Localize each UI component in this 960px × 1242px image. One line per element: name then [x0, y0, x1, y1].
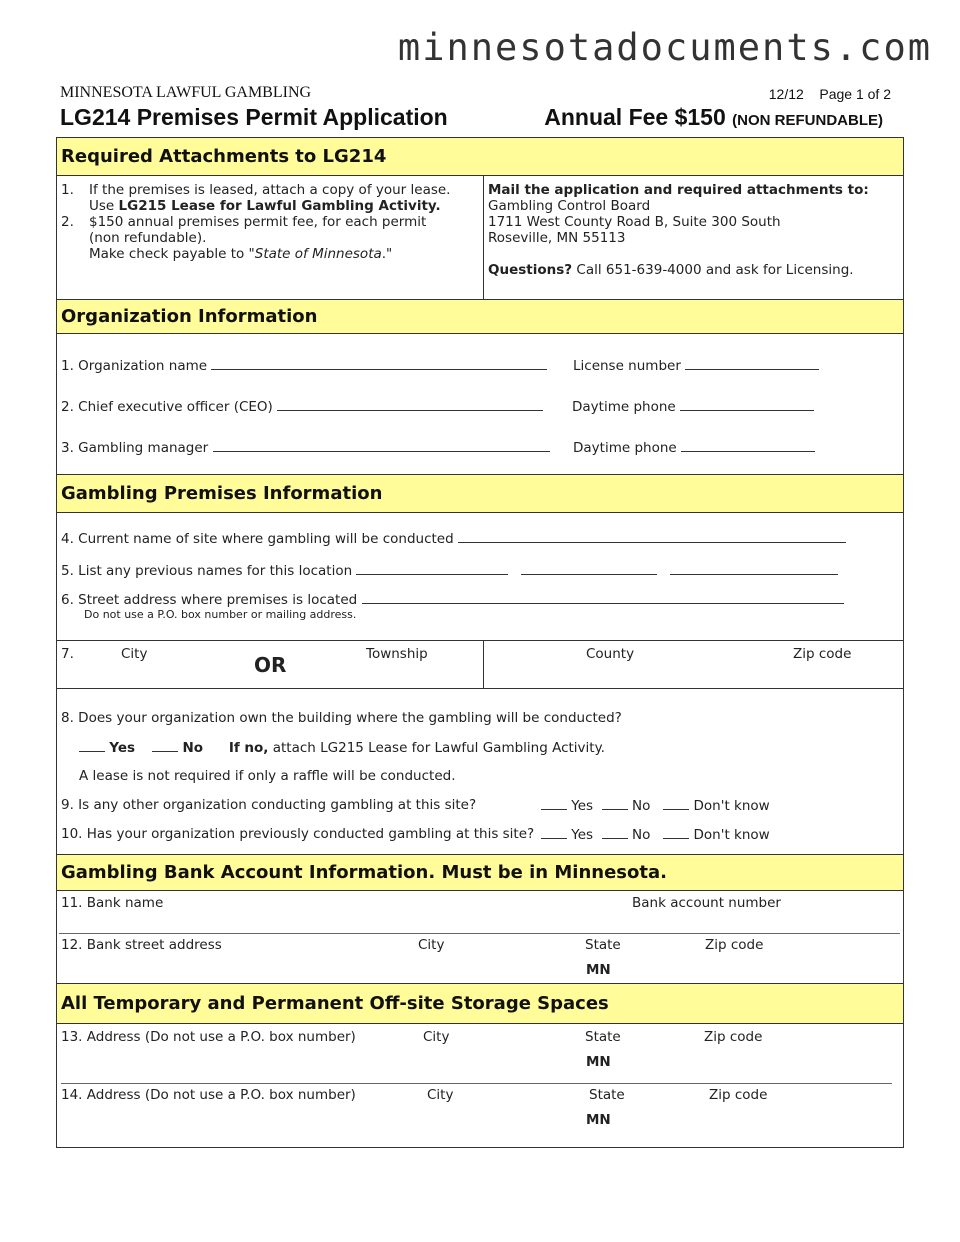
previous-name-1-field[interactable]	[356, 562, 508, 575]
attachment-2-text: $150 annual premises permit fee, for each permit	[89, 214, 427, 230]
license-label: License number	[573, 358, 681, 374]
organization-heading: Organization Information	[57, 299, 903, 334]
other-org-yes-blank[interactable]	[541, 797, 567, 810]
bank-address-label[interactable]: 12. Bank street address	[61, 937, 222, 953]
other-org-no-blank[interactable]	[602, 797, 628, 810]
storage-heading: All Temporary and Permanent Off-site Storage Spaces	[57, 983, 903, 1024]
bank-account-label[interactable]: Bank account number	[632, 895, 781, 911]
questions-line	[488, 262, 854, 278]
city-row-bottom	[57, 688, 903, 689]
storage-14-city-label[interactable]: City	[427, 1087, 454, 1103]
payable-post: ."	[381, 246, 393, 262]
prev-dk-blank[interactable]	[663, 826, 689, 839]
storage-13-address-label[interactable]: 13. Address (Do not use a P.O. box number)	[61, 1029, 356, 1045]
premises-heading: Gambling Premises Information	[57, 474, 903, 513]
prev-yes-blank[interactable]	[541, 826, 567, 839]
mail-line-2: 1711 West County Road B, Suite 300 South	[488, 214, 781, 230]
previous-name-3-field[interactable]	[670, 562, 838, 575]
attachment-2-nonrefund: (non refundable).	[89, 230, 207, 246]
other-org-question: 9. Is any other organization conducting gambling at this site?	[61, 797, 477, 813]
manager-phone-field[interactable]	[681, 439, 815, 452]
own-yes-label: Yes	[109, 740, 136, 756]
bank-name-label[interactable]: 11. Bank name	[61, 895, 164, 911]
item-7-num: 7.	[61, 646, 74, 662]
storage-13-state-value: MN	[586, 1054, 611, 1070]
license-number-field[interactable]	[685, 357, 819, 370]
site-name-row	[61, 530, 846, 547]
previous-names-row	[61, 562, 838, 579]
zip-label[interactable]: Zip code	[793, 646, 852, 662]
city-label[interactable]: City	[121, 646, 148, 662]
form-title: LG214 Premises Permit Application	[60, 104, 448, 130]
site-name-label: 4. Current name of site where gambling will be conducted	[61, 531, 454, 547]
city-row-top	[57, 640, 903, 641]
bank-city-label[interactable]: City	[418, 937, 445, 953]
agency-name: MINNESOTA LAWFUL GAMBLING	[60, 84, 312, 101]
storage-14-state-label: State	[589, 1087, 625, 1103]
payable-payee: State of Minnesota	[254, 246, 382, 262]
other-org-answers	[541, 797, 770, 814]
attachment-1-text: If the premises is leased, attach a copy of your lease.	[89, 182, 451, 198]
prev-no: No	[631, 827, 651, 843]
bank-state-label: State	[585, 937, 621, 953]
fee-note: (NON REFUNDABLE)	[732, 112, 883, 129]
attachment-2-payable	[89, 246, 392, 262]
own-building-answers	[79, 739, 605, 756]
storage-14-zip-label[interactable]: Zip code	[709, 1087, 768, 1103]
ceo-row	[61, 398, 543, 415]
attachments-heading: Required Attachments to LG214	[57, 137, 903, 176]
attachment-1-lease-pre: Use	[89, 198, 119, 214]
ceo-field[interactable]	[277, 398, 543, 411]
questions-label: Questions?	[488, 262, 573, 278]
city-row-divider	[483, 640, 484, 688]
annual-fee	[544, 104, 883, 131]
site-watermark: minnesotadocuments.com	[397, 26, 932, 69]
other-org-yes: Yes	[571, 798, 594, 814]
manager-phone-label: Daytime phone	[573, 440, 677, 456]
revision-page	[769, 86, 891, 102]
mail-heading: Mail the application and required attachments to:	[488, 182, 869, 198]
other-org-no: No	[631, 798, 651, 814]
manager-field[interactable]	[213, 439, 550, 452]
previous-gambling-question: 10. Has your organization previously conducted gambling at this site?	[61, 826, 535, 842]
application-form	[56, 137, 904, 1148]
mail-line-3: Roseville, MN 55113	[488, 230, 626, 246]
street-address-label: 6. Street address where premises is located	[61, 592, 358, 608]
lease-note: A lease is not required if only a raffle will be conducted.	[79, 768, 456, 784]
manager-row	[61, 439, 550, 456]
if-no-text: attach LG215 Lease for Lawful Gambling Activity.	[268, 740, 605, 756]
org-name-label: 1. Organization name	[61, 358, 208, 374]
prev-yes: Yes	[571, 827, 594, 843]
previous-names-label: 5. List any previous names for this location	[61, 563, 353, 579]
storage-14-state-value: MN	[586, 1112, 611, 1128]
other-org-dontknow: Don't know	[693, 798, 770, 814]
mail-line-1: Gambling Control Board	[488, 198, 651, 214]
storage-13-zip-label[interactable]: Zip code	[704, 1029, 763, 1045]
bank-zip-label[interactable]: Zip code	[705, 937, 764, 953]
site-name-field[interactable]	[458, 530, 846, 543]
county-label[interactable]: County	[586, 646, 635, 662]
ceo-label: 2. Chief executive officer (CEO)	[61, 399, 273, 415]
own-building-question: 8. Does your organization own the building where the gambling will be conducted?	[61, 710, 622, 726]
attachment-1-lease-form: LG215 Lease for Lawful Gambling Activity.	[118, 198, 441, 214]
storage-13-state-label: State	[585, 1029, 621, 1045]
own-no-label: No	[182, 740, 204, 756]
other-org-dk-blank[interactable]	[663, 797, 689, 810]
manager-label: 3. Gambling manager	[61, 440, 209, 456]
page-number: Page 1 of 2	[819, 86, 891, 102]
storage-14-address-label[interactable]: 14. Address (Do not use a P.O. box number)	[61, 1087, 356, 1103]
prev-no-blank[interactable]	[602, 826, 628, 839]
attachment-1-num: 1.	[61, 182, 74, 198]
questions-text: Call 651-639-4000 and ask for Licensing.	[572, 262, 854, 278]
own-no-blank[interactable]	[152, 739, 178, 752]
township-label[interactable]: Township	[366, 646, 428, 662]
fee-amount: Annual Fee $150	[544, 104, 726, 130]
bank-heading: Gambling Bank Account Information. Must be in Minnesota.	[57, 854, 903, 891]
ceo-phone-label: Daytime phone	[572, 399, 676, 415]
attachment-1-lease	[89, 198, 441, 214]
street-address-row	[61, 591, 844, 608]
if-no-label: If no,	[228, 740, 269, 756]
street-address-field[interactable]	[362, 591, 844, 604]
bank-name-line	[59, 933, 900, 934]
ceo-phone-row	[572, 398, 814, 415]
org-name-field[interactable]	[211, 357, 547, 370]
license-row	[573, 357, 819, 374]
storage-13-line	[61, 1083, 892, 1084]
street-address-note: Do not use a P.O. box number or mailing address.	[84, 608, 357, 621]
prev-dontknow: Don't know	[693, 827, 770, 843]
revision-date: 12/12	[768, 86, 804, 102]
bank-state-value: MN	[586, 962, 611, 978]
previous-name-2-field[interactable]	[521, 562, 657, 575]
or-label: OR	[254, 653, 287, 677]
ceo-phone-field[interactable]	[680, 398, 814, 411]
attachments-divider	[483, 176, 484, 300]
manager-phone-row	[573, 439, 815, 456]
own-yes-blank[interactable]	[79, 739, 105, 752]
org-name-row	[61, 357, 547, 374]
attachment-2-num: 2.	[61, 214, 74, 230]
payable-pre: Make check payable to "	[89, 246, 255, 262]
previous-gambling-answers	[541, 826, 770, 843]
storage-13-city-label[interactable]: City	[423, 1029, 450, 1045]
